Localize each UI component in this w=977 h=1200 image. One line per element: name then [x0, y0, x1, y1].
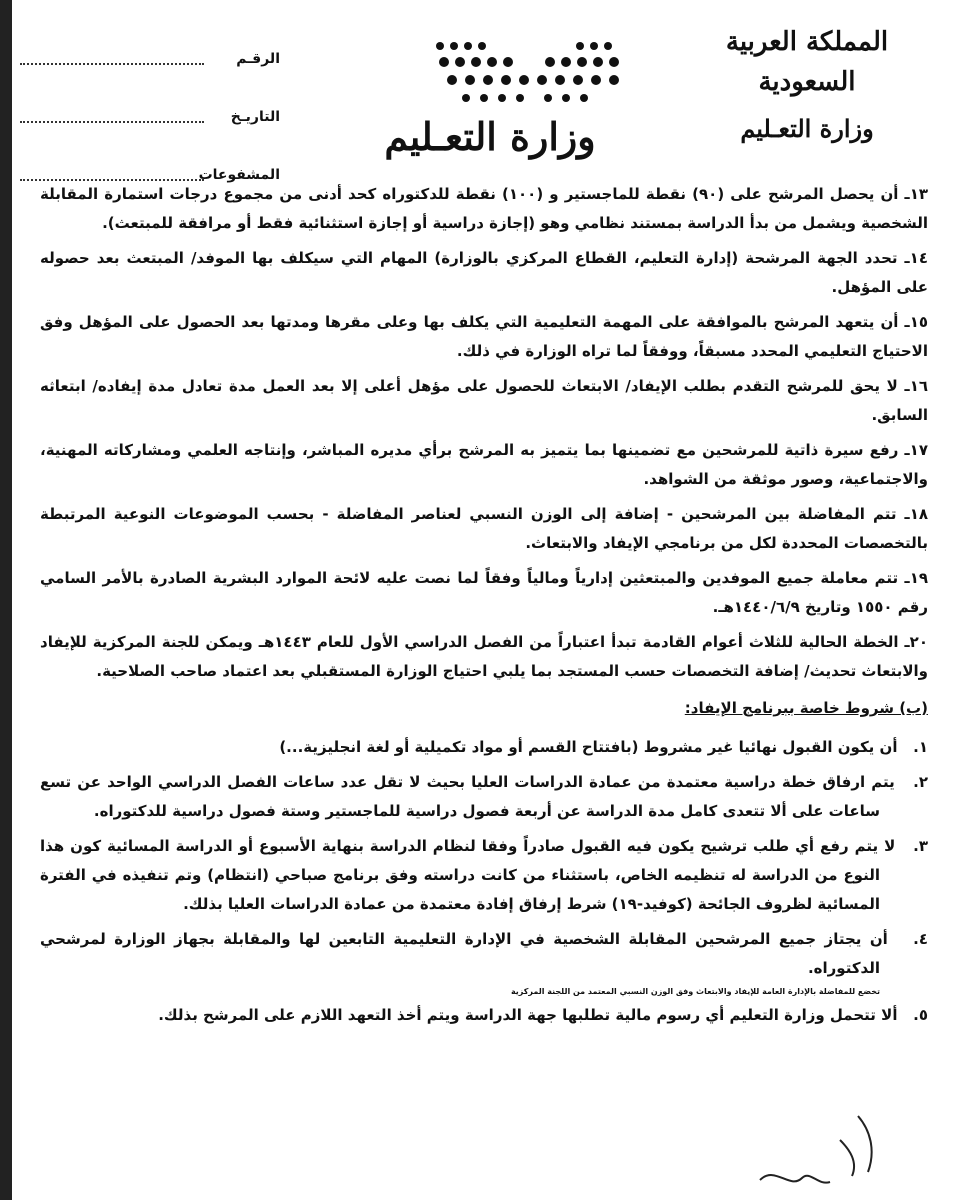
section-b-title	[40, 694, 928, 723]
clause-number: ١٤	[909, 249, 928, 267]
date-line	[20, 111, 204, 123]
clause-15: ١٥ـ أن يتعهد المرشح بالموافقة على المهمة التعليمية التي يكلف بها وعلى مقرها ومدتها بعد الحصول على المؤهل وفق الاحتياج التعليمي المحدد مسبقاً، ووفقاً لما تراه الوزارة في ذلك.	[40, 313, 928, 360]
logo-wordmark: وزارة التعـليم	[384, 114, 596, 159]
clause-19: ١٩ـ تتم معاملة جميع الموفدين والمبتعثين إدارياً ومالياً وفقاً لما نصت عليه لائحة الموارد البشرية الصادرة بالأمر السامي رقم ١٥٥٠ وتاريخ ١٤٤٠/٦/٩هـ.	[40, 569, 928, 616]
item-text: أن يكون القبول نهائيا غير مشروط (بافتتاح القسم أو مواد تكميلية أو لغة انجليزية...)	[279, 738, 898, 756]
item-text: يتم ارفاق خطة دراسية معتمدة من عمادة الدراسات العليا بحيث لا تقل عدد ساعات الفصل الدراسي الواحد عن تسع ساعات على ألا تتعدى كامل مدة الدراسة عن أربعة فصول دراسية للماجستير وستة فصول دراسية للدكتوراه.	[40, 773, 895, 820]
item-number: ٥.	[913, 1006, 928, 1024]
clause-18: ١٨ـ تتم المفاضلة بين المرشحين - إضافة إلى الوزن النسبي لعناصر المفاضلة - بحسب الموضوعات النوعية المرتبطة بالتخصصات المحددة لكل من برنامجي الإيفاد والابتعاث.	[40, 505, 928, 552]
handwritten-signature	[740, 1110, 890, 1200]
date-row	[20, 88, 280, 146]
item-number: ٤.	[913, 930, 929, 948]
clause-16: ١٦ـ لا يحق للمرشح التقدم بطلب الإيفاد/ الابتعاث للحصول على مؤهل أعلى إلا بعد العمل مدة تعادل مدة إيفاده/ ابتعاثه السابق.	[40, 377, 928, 424]
ref-number-label: الرقـم	[236, 51, 280, 67]
clause-text: تحدد الجهة المرشحة (إدارة التعليم، القطاع المركزي بالوزارة) المهام التي سيكلف بها الموفد/ المبتعث بعد حصوله على المؤهل.	[40, 249, 928, 296]
kingdom-name: المملكة العربية السعودية	[725, 27, 889, 97]
clause-14: ١٤ـ تحدد الجهة المرشحة (إدارة التعليم، القطاع المركزي بالوزارة) المهام التي سيكلف بها الموفد/ المبتعث بعد حصوله على المؤهل.	[40, 249, 928, 296]
section-b-item-5	[40, 1001, 928, 1030]
item-text: أن يجتاز جميع المرشحين المقابلة الشخصية في الإدارة التعليمية التابعين لها والمقابلة بجهاز الوزارة لمرشحي الدكتوراه.	[40, 930, 888, 977]
clause-text: أن يحصل المرشح على (٩٠) نقطة للماجستير و (١٠٠) نقطة للدكتوراه كحد أدنى من مجموع درجات استمارة المقابلة الشخصية ويشمل من بدأ الدراسة بمستند نظامي وهو (إجازة دراسية أو إجازة استثنائية فقط أو مرافقة للمبتعث).	[40, 185, 928, 232]
ref-number-row	[20, 30, 280, 88]
clause-text: الخطة الحالية للثلاث أعوام القادمة تبدأ اعتباراً من الفصل الدراسي الأول للعام ١٤٤٣هـ ويمكن للجنة المركزية للإيفاد والابتعاث تحديث/ إضافة التخصصات حسب المستجد بما يلبي احتياج الوزارة المستقبلي بعد اعتماد صاحب الصلاحية.	[40, 633, 928, 680]
clause-number: ١٩	[909, 569, 928, 587]
section-b-item-4	[40, 925, 928, 983]
scan-border	[0, 0, 12, 1200]
clause-number: ١٨	[909, 505, 928, 523]
clause-number: ١٣	[909, 185, 928, 203]
clause-number: ١٧	[909, 441, 928, 459]
letterhead	[677, 22, 937, 152]
section-b-heading: (ب) شروط خاصة ببرنامج الإيفاد:	[684, 699, 928, 717]
clause-number: ١٥	[909, 313, 928, 331]
date-label: التاريـخ	[230, 109, 280, 125]
item-text: لا يتم رفع أي طلب ترشيح يكون فيه القبول صادراً وفقا لنظام الدراسة بنهاية الأسبوع أو الدراسة المسائية كون هذا النوع من الدراسة له تنظيمه الخاص، باستثناء من كانت دراسته وفق برنامج صباحي (انتظام) وتم تنفيذه في الفترة المسائية لظروف الجائحة (كوفيد-١٩) شرط إرفاق إفادة معتمدة من عمادة الدراسات العليا بذلك.	[40, 837, 896, 913]
ministry-name: وزارة التعـليم	[740, 114, 874, 143]
clause-text: أن يتعهد المرشح بالموافقة على المهمة التعليمية التي يكلف بها وعلى مقرها ومدتها بعد الحصول على المؤهل وفق الاحتياج التعليمي المحدد مسبقاً، ووفقاً لما تراه الوزارة في ذلك.	[40, 313, 928, 360]
item-number: ٢.	[913, 773, 928, 791]
attachments-label: المشفوعات	[198, 167, 280, 183]
clause-13: ١٣ـ أن يحصل المرشح على (٩٠) نقطة للماجستير و (١٠٠) نقطة للدكتوراه كحد أدنى من مجموع درجات استمارة المقابلة الشخصية ويشمل من بدأ الدراسة بمستند نظامي وهو (إجازة دراسية أو إجازة استثنائية فقط أو مرافقة للمبتعث).	[40, 185, 928, 232]
clause-text: تتم معاملة جميع الموفدين والمبتعثين إدارياً ومالياً وفقاً لما نصت عليه لائحة الموارد البشرية الصادرة بالأمر السامي رقم ١٥٥٠ وتاريخ ١٤٤٠/٦/٩هـ.	[40, 569, 928, 616]
item-text: ألا تتحمل وزارة التعليم أي رسوم مالية تطلبها جهة الدراسة ويتم أخذ التعهد اللازم على المرشح بذلك.	[158, 1006, 898, 1024]
clause-text: لا يحق للمرشح التقدم بطلب الإيفاد/ الابتعاث للحصول على مؤهل أعلى إلا بعد العمل مدة تعادل مدة إيفاده/ ابتعاثه السابق.	[40, 377, 928, 424]
clause-20: ٢٠ـ الخطة الحالية للثلاث أعوام القادمة تبدأ اعتباراً من الفصل الدراسي الأول للعام ١٤٤٣هـ ويمكن للجنة المركزية للإيفاد والابتعاث تحديث/ إضافة التخصصات حسب المستجد بما يلبي احتياج الوزارة المستقبلي بعد اعتماد صاحب الصلاحية.	[40, 633, 928, 680]
reference-fields	[20, 30, 280, 204]
clause-text: رفع سيرة ذاتية للمرشحين مع تضمينها بما يتميز به المرشح برأي مديره المباشر، وإنتاجه العلمي ومشاركاته المهنية، والاجتماعية، وصور موثقة من الشواهد.	[40, 441, 928, 488]
section-b-item-2	[40, 768, 928, 826]
section-b-item-3	[40, 832, 928, 919]
document-body	[40, 180, 928, 1036]
clause-17: ١٧ـ رفع سيرة ذاتية للمرشحين مع تضمينها بما يتميز به المرشح برأي مديره المباشر، وإنتاجه العلمي ومشاركاته المهنية، والاجتماعية، وصور موثقة من الشواهد.	[40, 441, 928, 488]
clause-text: تتم المفاضلة بين المرشحين - إضافة إلى الوزن النسبي لعناصر المفاضلة - بحسب الموضوعات النوعية المرتبطة بالتخصصات المحددة لكل من برنامجي الإيفاد والابتعاث.	[40, 505, 928, 552]
item-number: ٣.	[913, 837, 928, 855]
ref-number-line	[20, 53, 204, 65]
clause-number: ٢٠	[909, 633, 928, 651]
clause-number: ١٦	[909, 377, 928, 395]
section-b-item-1	[40, 733, 928, 762]
margin-note: تخضع للمفاضلة بالإدارة العامة للإيفاد والابتعاث وفق الوزن النسبي المعتمد من اللجنة المركزية	[510, 987, 880, 996]
item-number: ١.	[913, 738, 928, 756]
